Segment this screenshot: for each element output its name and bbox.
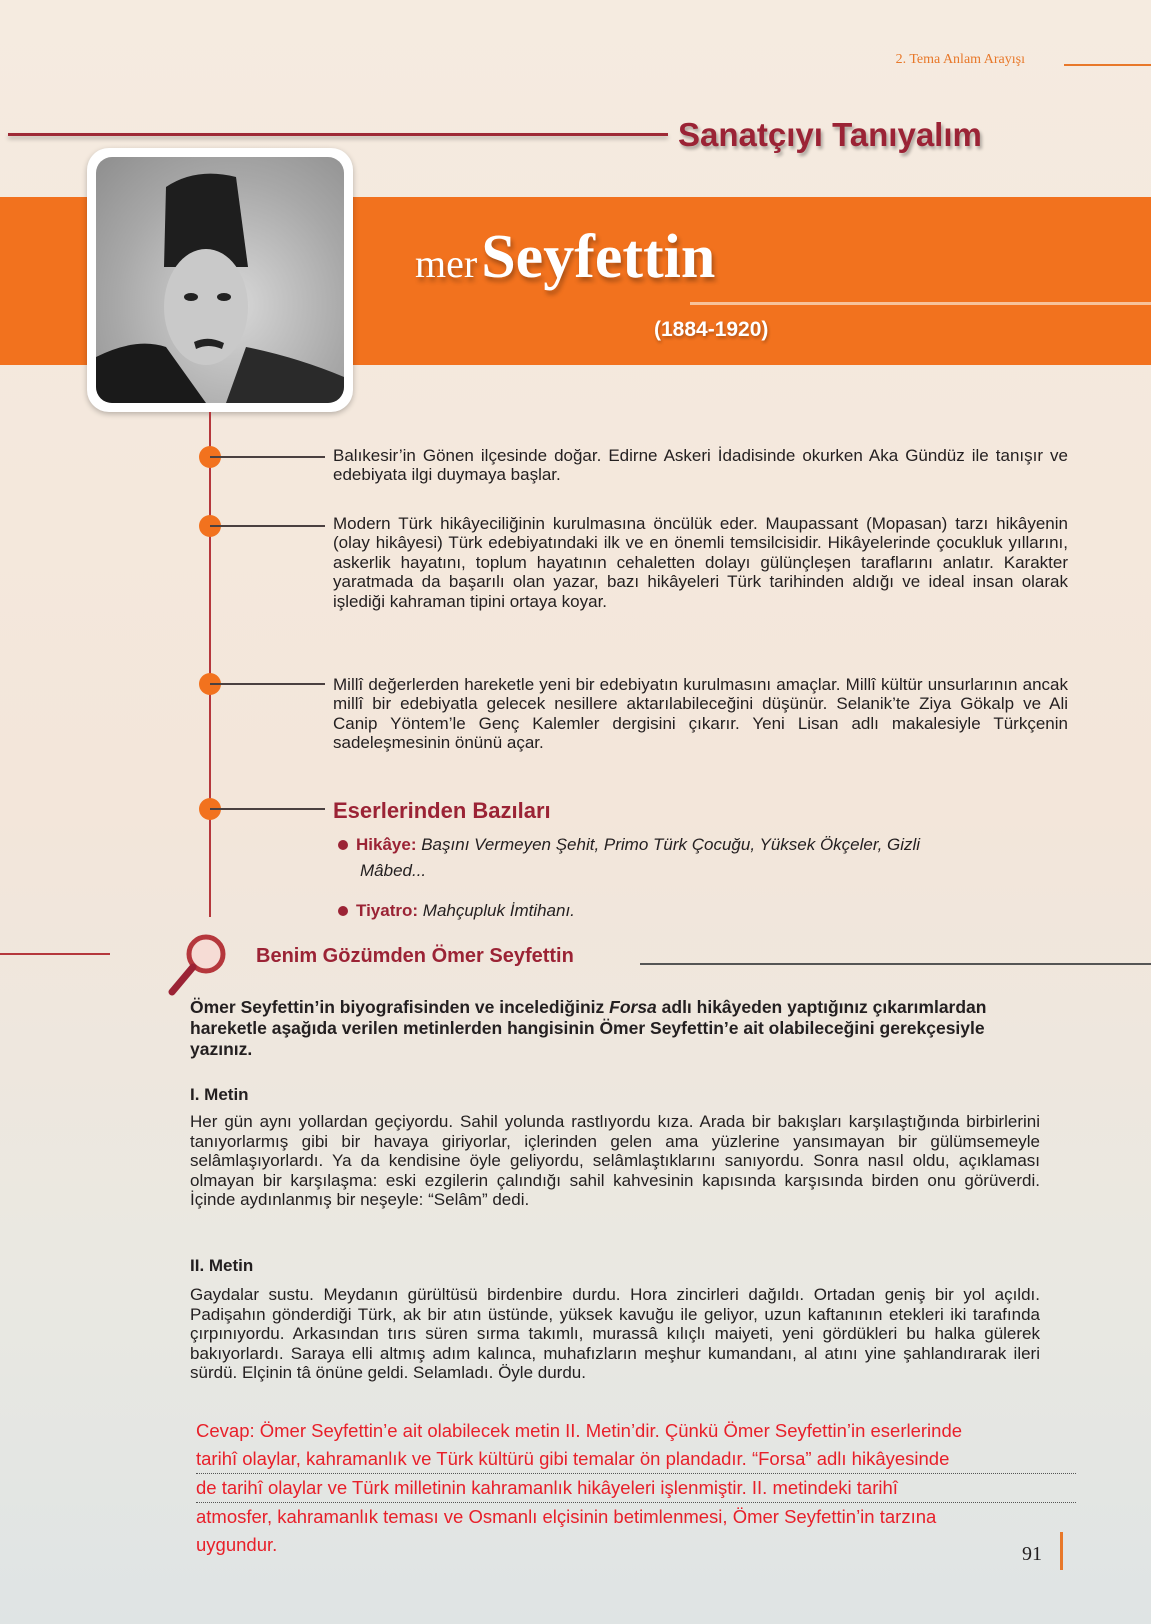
timeline-connector xyxy=(210,456,325,458)
bio-paragraph: Modern Türk hikâyeciliğinin kurulmasına öncülük eder. Maupassant (Mopasan) tarzı hikâyenin (olay hikâyesi) Türk edebiyatındaki ilk ve en önemli temsilcisidir. Hikâyelerinde çocukluk yıllarını, askerlik hayatını, toplum hayatının cehaletten dolayı gülünçleşen taraflarını anlatır. Karakter yaratmada da başarılı olan yazar, bazı hikâyeleri Türk tarihinden aldığı ve ideal insan olarak işlediği kahraman tipini ortaya koyar. xyxy=(333,514,1068,611)
magnifier-icon xyxy=(168,930,232,996)
bullet-icon xyxy=(338,840,348,850)
timeline-line xyxy=(209,412,211,917)
timeline-connector xyxy=(210,808,325,810)
divider xyxy=(1064,64,1151,66)
divider xyxy=(640,963,1151,965)
works-item: Tiyatro: Mahçupluk İmtihanı. xyxy=(338,898,575,924)
section-title: Sanatçıyı Tanıyalım xyxy=(678,116,982,153)
bullet-icon xyxy=(338,906,348,916)
activity-question: Ömer Seyfettin’in biyografisinden ve incelediğiniz Forsa adlı hikâyeden yaptığınız çıkarımlardan hareketle aşağıda verilen metinlerden hangisinin Ömer Seyfettin’e ait olabileceğini gerekçesiyle yazınız. xyxy=(190,997,987,1059)
activity-title: Benim Gözümden Ömer Seyfettin xyxy=(256,945,574,967)
bio-paragraph: Balıkesir’in Gönen ilçesinde doğar. Edirne Askeri İdadisinde okurken Aka Gündüz ile tanışır ve edebiyata ilgi duymaya başlar. xyxy=(333,446,1068,485)
bio-paragraph: Millî değerlerden hareketle yeni bir edebiyatın kurulmasını amaçlar. Millî kültür unsurlarının ancak millî bir edebiyatla gelecek nesillere aktarılabileceğini düşünür. Selanik’te Ziya Gökalp ve Ali Canip Yöntem’le Genç Kalemler dergisini çıkarır. Yeni Lisan adlı makalesiyle Türkçenin sadeleşmesinin önünü açar. xyxy=(333,675,1068,753)
works-heading: Eserlerinden Bazıları xyxy=(333,798,551,823)
timeline-connector xyxy=(210,683,325,685)
text1-heading: I. Metin xyxy=(190,1085,249,1104)
works-item: Hikâye: Başını Vermeyen Şehit, Primo Türk Çocuğu, Yüksek Ökçeler, Gizli Mâbed... xyxy=(338,832,1068,884)
author-years: (1884-1920) xyxy=(654,318,769,341)
divider xyxy=(1060,1532,1063,1570)
divider xyxy=(0,953,110,955)
text2-heading: II. Metin xyxy=(190,1256,254,1275)
portrait-image xyxy=(96,157,344,403)
timeline-connector xyxy=(210,525,325,527)
page-number: 91 xyxy=(1022,1543,1042,1565)
author-name: mer Seyfettin xyxy=(415,223,716,291)
text1-body: Her gün aynı yollardan geçiyordu. Sahil yolunda rastlıyordu kıza. Arada bir bakışları karşılaştığında birbirlerini tanıyorlarmış gibi bir havaya giriyorlar, içlerinden gelen ama yüzlerine yansımayan bir gülümsemeyle selâmlaşıyorlardı. Ya da kendisine öyle geliyordu, selâmlaştıklarını sanıyordu. Sonra nasıl oldu, açıklaması olmayan bir karşılaşma: eski ezgilerin çalındığı sahil kahvesinin kapısında karşısında birden onu görüverdi. İçinde aydınlanmış bir neşeyle: “Selâm” dedi. xyxy=(190,1112,1040,1210)
divider xyxy=(690,302,1151,305)
theme-label: 2. Tema Anlam Arayışı xyxy=(895,52,1025,67)
author-portrait xyxy=(87,148,353,412)
divider xyxy=(8,133,668,136)
answer-text: Cevap: Ömer Seyfettin’e ait olabilecek metin II. Metin’dir. Çünkü Ömer Seyfettin’in eserlerinde tarihî olaylar, kahramanlık ve Türk kültürü gibi temalar ön plandadır. “Forsa” adlı hikâyesinde de tarihî olaylar ve Türk milletinin kahramanlık hikâyeleri işlenmiştir. II. metindeki tarihî atmosfer, kahramanlık teması ve Osmanlı elçisinin betimlenmesi, Ömer Seyfettin’in tarzına uygundur. xyxy=(196,1417,1076,1559)
text2-body: Gaydalar sustu. Meydanın gürültüsü birdenbire durdu. Hora zincirleri dağıldı. Ortadan geniş bir yol açıldı. Padişahın gönderdiği Türk, ak bir atın üstünde, yüksek kavuğu ile geliyor, uzun kaftanının etekleri iki tarafında çırpınıyordu. Arkasından tırıs süren sırma takımlı, murassâ kılıçlı maiyeti, yeni gördükleri bu halka gülerek bakıyorlardı. Saraya elli altmış adım kalınca, muhafızların meşhur kumandanı, al atını yine şahlandırarak ileri sürdü. Elçinin tâ önüne geldi. Selamladı. Öyle durdu. xyxy=(190,1285,1040,1383)
